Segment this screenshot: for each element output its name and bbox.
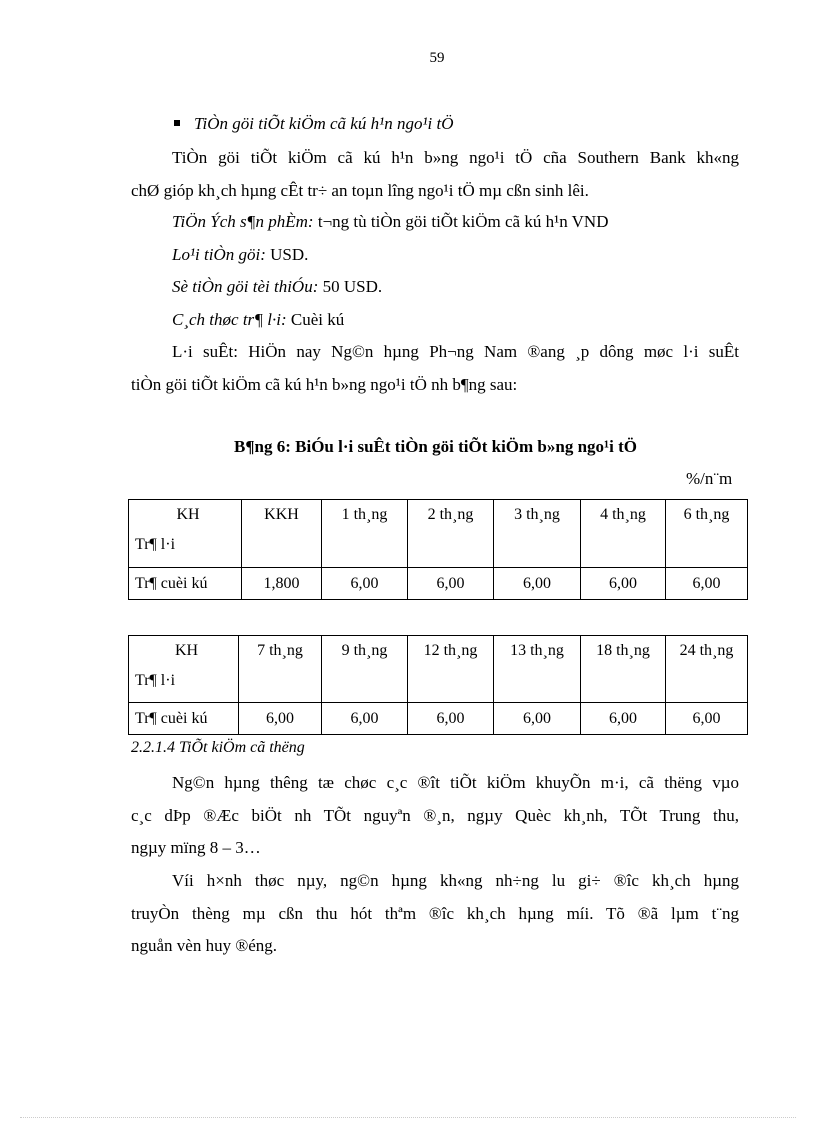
paragraph-3-line-2: c¸c dÞp ®Æc biÖt nh TÕt nguyªn ®¸n, ngµy Quèc kh¸nh, TÕt Trung thu,	[131, 806, 739, 825]
table-cell: 6,00	[581, 568, 666, 600]
paragraph-4-line-3: nguån vèn huy ®éng.	[131, 936, 278, 955]
table-header-cell: 3 th¸ng	[494, 500, 581, 568]
corner-bottom-label: Tr¶ l·i	[135, 672, 176, 689]
table-row-label: Tr¶ cuèi kú	[129, 703, 239, 735]
table-header-row	[129, 500, 748, 568]
page-bottom-divider	[20, 1117, 796, 1118]
table-header-cell: 24 th¸ng	[666, 636, 748, 703]
bullet-heading	[174, 114, 454, 134]
table-header-cell: 12 th¸ng	[408, 636, 494, 703]
bullet-heading-text: TiÒn göi tiÕt kiÖm cã kú h¹n ngo¹i tÖ	[194, 114, 454, 133]
table-header-cell: 18 th¸ng	[581, 636, 666, 703]
paragraph-2-line-2: tiÒn göi tiÕt kiÖm cã kú h¹n b»ng ngo¹i tÖ nh b¶ng sau:	[131, 375, 518, 394]
field-value: 50 USD.	[318, 277, 383, 296]
field-currency	[172, 245, 308, 265]
paragraph-1-line-1: TiÒn göi tiÕt kiÖm cã kú h¹n b»ng ngo¹i tÖ cña Southern Bank kh«ng	[172, 148, 739, 167]
table-corner-cell	[129, 500, 242, 568]
table-cell: 6,00	[494, 568, 581, 600]
paragraph-3-line-1: Ng©n hµng thêng tæ chøc c¸c ®ît tiÕt kiÖm khuyÕn m·i, cã thëng vµo	[172, 773, 739, 792]
field-interest-payment	[172, 310, 344, 330]
table-cell: 6,00	[408, 703, 494, 735]
table-header-row	[129, 636, 748, 703]
table-header-cell: 4 th¸ng	[581, 500, 666, 568]
field-label: Sè tiÒn göi tèi thiÓu:	[172, 277, 319, 296]
paragraph-1-line-2: chØ gióp kh¸ch hµng cÊt tr÷ an toµn lîng ngo¹i tÖ mµ cßn sinh lêi.	[131, 181, 589, 200]
section-heading: 2.2.1.4 TiÕt kiÖm cã thëng	[131, 739, 305, 756]
paragraph-2-line-1: L·i suÊt: HiÖn nay Ng©n hµng Ph¬ng Nam ®ang ¸p dông møc l·i suÊt	[172, 342, 739, 361]
corner-top-label: KH	[176, 506, 200, 523]
table-cell: 1,800	[242, 568, 322, 600]
field-value: Cuèi kú	[286, 310, 345, 329]
table-row-label: Tr¶ cuèi kú	[129, 568, 242, 600]
table-header-cell: KKH	[242, 500, 322, 568]
table-cell: 6,00	[581, 703, 666, 735]
table-cell: 6,00	[494, 703, 581, 735]
table-header-cell: 1 th¸ng	[322, 500, 408, 568]
table-row	[129, 568, 748, 600]
table-cell: 6,00	[239, 703, 322, 735]
table-header-cell: 6 th¸ng	[666, 500, 748, 568]
table-cell: 6,00	[322, 703, 408, 735]
table-cell: 6,00	[322, 568, 408, 600]
square-bullet-icon	[174, 120, 180, 126]
table-cell: 6,00	[666, 568, 748, 600]
field-label: C¸ch thøc tr¶ l·i:	[172, 310, 287, 329]
paragraph-4-line-1: Víi h×nh thøc nµy, ng©n hµng kh«ng nh÷ng lu gi÷ ®îc kh¸ch hµng	[172, 871, 739, 890]
paragraph-3-line-3: ngµy mïng 8 – 3…	[131, 838, 261, 857]
field-label: TiÖn Ých s¶n phÈm:	[172, 212, 314, 231]
table-header-cell: 13 th¸ng	[494, 636, 581, 703]
table-title: B¶ng 6: BiÓu l·i suÊt tiÒn göi tiÕt kiÖm b»ng ngo¹i tÖ	[234, 437, 637, 456]
corner-top-label: KH	[174, 642, 199, 659]
table-corner-cell	[129, 636, 239, 703]
field-value: USD.	[265, 245, 309, 264]
table-header-cell: 7 th¸ng	[239, 636, 322, 703]
rates-table-2	[128, 635, 748, 735]
table-cell: 6,00	[408, 568, 494, 600]
table-header-cell: 9 th¸ng	[322, 636, 408, 703]
field-label: Lo¹i tiÒn göi:	[172, 245, 266, 264]
corner-bottom-label: Tr¶ l·i	[135, 536, 176, 553]
table-unit: %/n¨m	[686, 469, 733, 488]
rates-table-1	[128, 499, 748, 600]
page-number: 59	[429, 50, 445, 66]
table-header-cell: 2 th¸ng	[408, 500, 494, 568]
field-minimum-deposit	[172, 277, 382, 297]
table-row	[129, 703, 748, 735]
field-value: t¬ng tù tiÒn göi tiÕt kiÖm cã kú h¹n VND	[313, 212, 609, 231]
paragraph-4-line-2: truyÒn thèng mµ cßn thu hót thªm ®îc kh¸ch hµng míi. Tõ ®ã lµm t¨ng	[131, 904, 739, 923]
table-cell: 6,00	[666, 703, 748, 735]
field-product-utility	[172, 212, 608, 232]
